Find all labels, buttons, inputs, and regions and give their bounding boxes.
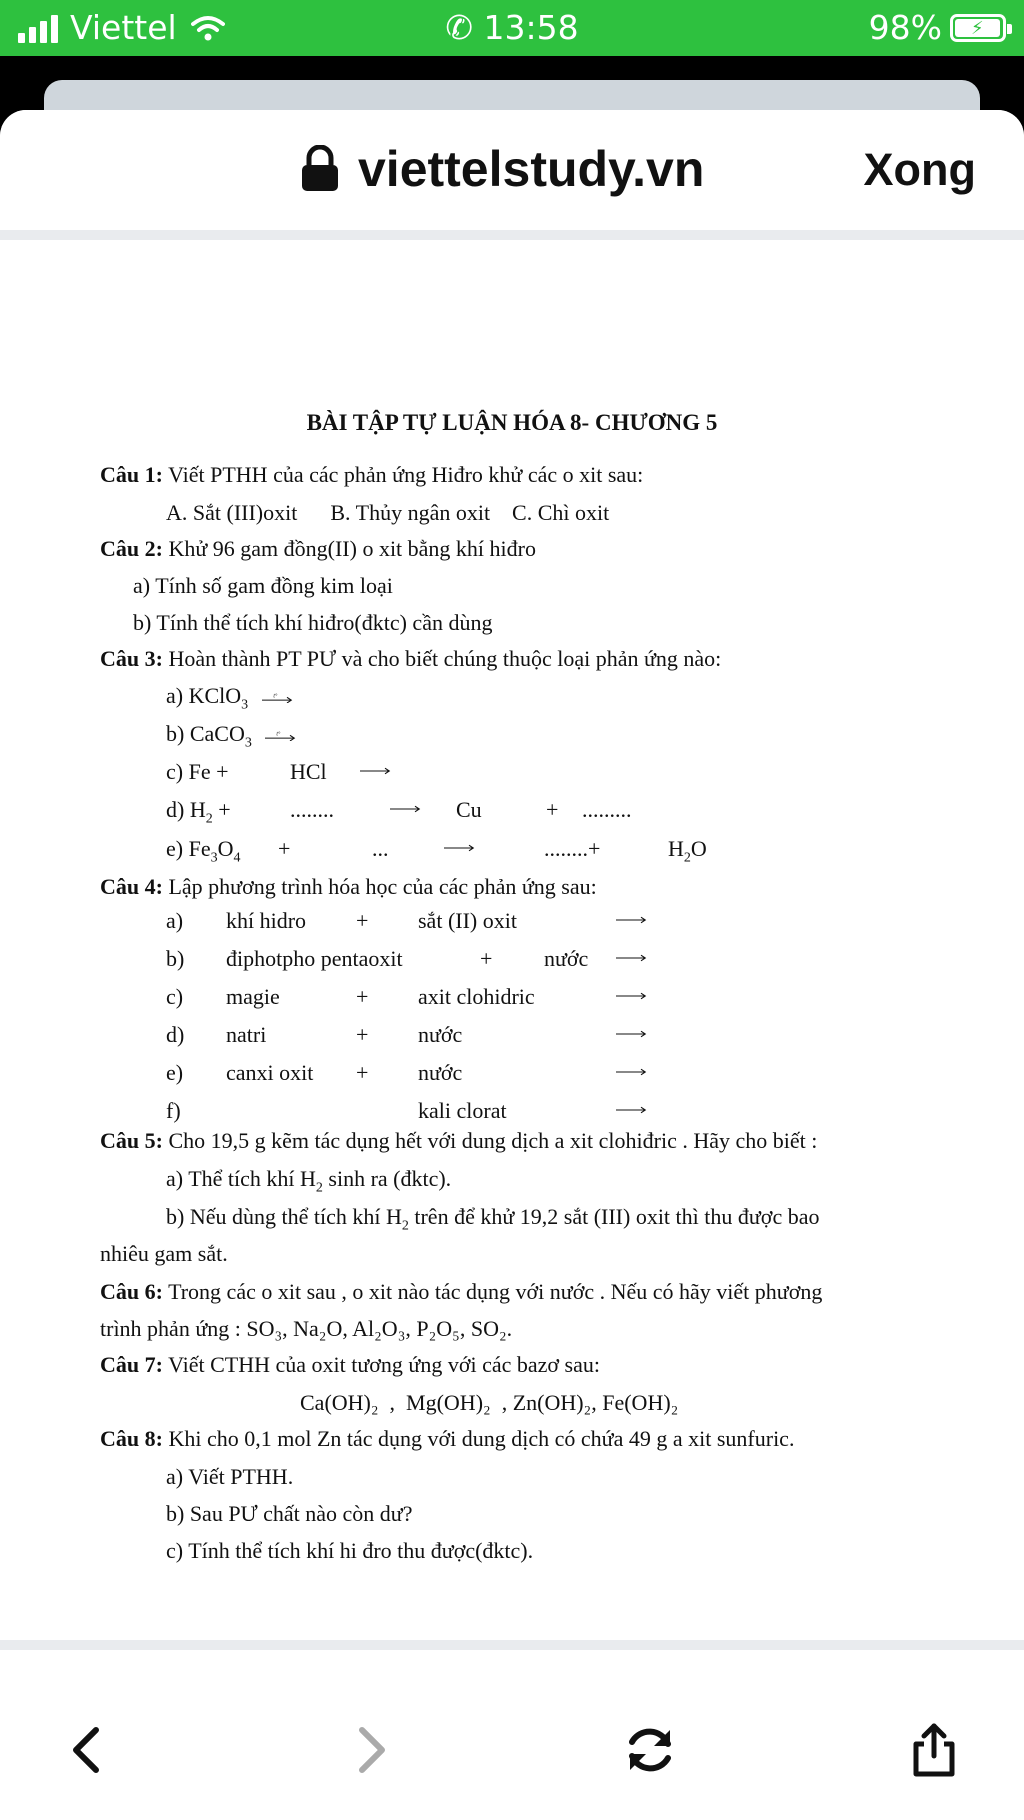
q2-label: Câu 2: — [100, 536, 163, 561]
q6-label: Câu 6: — [100, 1279, 163, 1304]
q4-row-k: d) — [166, 1022, 185, 1047]
q1-text: Viết PTHH của các phản ứng Hiđro khử các o xit sau: — [168, 462, 644, 487]
q1-line — [100, 462, 643, 488]
q4-row-s1: khí hidro — [226, 908, 307, 933]
q3-e1: e) $Fe_3O_4$ — [166, 836, 241, 866]
q2-a: a) Tính số gam đồng kim loại — [133, 573, 393, 598]
time-label: 13:58 — [483, 8, 579, 47]
arrow-icon — [608, 915, 654, 925]
q3-b-text: b) CaCO — [166, 721, 245, 746]
q5-text: Cho 19,5 g kẽm tác dụng hết với dung dịch a xit clohiđric . Hãy cho biết : — [168, 1128, 818, 1153]
q6-line — [100, 1279, 822, 1305]
browser-sheet — [0, 110, 1024, 1820]
q3-d2: + — [218, 797, 231, 822]
q5-a1: a) Thể tích khí H — [166, 1166, 316, 1191]
q4-row-s1: magie — [226, 984, 280, 1009]
q3-text: Hoàn thành PT PƯ và cho biết chúng thuộc loại phản ứng nào: — [168, 646, 722, 671]
q4-row-s2: axit clohidric — [418, 984, 535, 1009]
q3-e5-text: H — [668, 836, 684, 861]
arrow-icon — [608, 1029, 654, 1039]
q5-line — [100, 1128, 817, 1154]
q4-row-k: b) — [166, 946, 185, 971]
status-right — [869, 8, 1006, 47]
q4-row-s1: canxi oxit — [226, 1060, 314, 1085]
phone-icon: ✆ — [445, 8, 474, 47]
heat-arrow-icon — [257, 731, 303, 741]
q1-label: Câu 1: — [100, 462, 163, 487]
status-bar — [0, 0, 1024, 56]
chevron-right-icon[interactable] — [348, 1722, 396, 1778]
svg-text:t°: t° — [276, 731, 281, 738]
document-page — [0, 240, 1024, 1640]
q2-line — [100, 536, 536, 562]
q4-text: Lập phương trình hóa học của các phản ứng sau: — [168, 874, 597, 899]
q3-a: a) KClO$_3$ t° — [166, 683, 300, 713]
lock-icon — [300, 145, 340, 193]
done-button[interactable]: Xong — [863, 144, 976, 195]
q5-b1: b) Nếu dùng thể tích khí H — [166, 1204, 402, 1229]
heat-arrow-icon — [254, 693, 300, 703]
q5-b2: trên để khử 19,2 sắt (III) oxit thì thu được bao — [408, 1204, 820, 1229]
arrow-icon — [352, 766, 398, 776]
charging-icon: ⚡ — [971, 17, 984, 39]
q3-e4: ........+ — [544, 836, 601, 861]
q3-c2: HCl — [290, 759, 327, 784]
q8-a: a) Viết PTHH. — [166, 1464, 294, 1489]
q4-row-k: e) — [166, 1060, 184, 1085]
doc-title: BÀI TẬP TỰ LUẬN HÓA 8- CHƯƠNG 5 — [306, 410, 718, 435]
q3-a-text: a) KClO — [166, 683, 242, 708]
q6-line2: trình phản ứng : SO₃, Na₂O, Al₂O₃, P₂O₅, SO₂. — [100, 1316, 513, 1341]
q4-row-s2: nước — [544, 946, 589, 971]
q8-label: Câu 8: — [100, 1426, 163, 1451]
arrow-icon — [436, 843, 482, 853]
q3-line — [100, 646, 721, 672]
q4-row-p: + — [356, 1022, 369, 1047]
q3-b: b) CaCO$_3$ t° — [166, 721, 303, 751]
q7-label: Câu 7: — [100, 1352, 163, 1377]
q3-d5: + — [546, 797, 559, 822]
q7-text: Viết CTHH của oxit tương ứng với các bazơ sau: — [168, 1352, 600, 1377]
arrow-icon — [382, 804, 428, 814]
q4-row-s2: nước — [418, 1022, 463, 1047]
q2-b: b) Tính thể tích khí hiđro(đktc) cần dùng — [133, 610, 493, 635]
q3-d4: Cu — [456, 797, 482, 822]
url-bar[interactable] — [0, 110, 1024, 240]
q3-e3: ... — [372, 836, 389, 861]
refresh-icon[interactable] — [622, 1722, 678, 1778]
q4-row-p: + — [356, 984, 369, 1009]
q5-a2: sinh ra (đktc). — [322, 1166, 452, 1191]
q7-line — [100, 1352, 600, 1378]
q1-options: A. Sắt (III)oxit B. Thủy ngân oxit C. Chì oxit — [166, 500, 610, 525]
bottom-toolbar — [0, 1640, 1024, 1820]
url-text: viettelstudy.vn — [358, 141, 705, 197]
q3-e1-text: e) Fe — [166, 836, 211, 861]
q3-d1: d) $H_2$ + — [166, 797, 231, 827]
q4-row-k: f) — [166, 1098, 181, 1123]
chevron-left-icon[interactable] — [62, 1722, 110, 1778]
q8-line — [100, 1426, 794, 1452]
q5-label: Câu 5: — [100, 1128, 163, 1153]
battery-percent: 98% — [868, 8, 942, 47]
q4-row-s2: sắt (II) oxit — [418, 908, 517, 933]
q3-c1: c) Fe + — [166, 759, 229, 784]
q7-formulas: Ca(OH)₂ , Mg(OH)₂ , Zn(OH)₂, Fe(OH)₂ — [300, 1390, 679, 1415]
q4-row-k: c) — [166, 984, 184, 1009]
q5-b: b) Nếu dùng thể tích khí $H_2$ trên để khử 19,2 sắt (III) oxit thì thu được bao — [166, 1204, 820, 1234]
q3-d1-text: d) H — [166, 797, 206, 822]
q4-row-p: + — [356, 908, 369, 933]
q5-a: a) Thể tích khí $H_2$ sinh ra (đktc). — [166, 1166, 452, 1196]
q4-row-p: + — [480, 946, 493, 971]
q4-row-s1: điphotpho pentaoxit — [226, 946, 403, 971]
q3-e2: + — [278, 836, 291, 861]
arrow-icon — [608, 953, 654, 963]
q3-e5: $H_2O$ — [668, 836, 707, 866]
q6-text: Trong các o xit sau , o xit nào tác dụng với nước . Nếu có hãy viết phương — [168, 1279, 823, 1304]
q3-d3: ........ — [290, 797, 334, 822]
q4-row-k: a) — [166, 908, 184, 933]
q3-e6-text: O — [690, 836, 707, 861]
q5-b3: nhiêu gam sắt. — [100, 1241, 228, 1266]
q4-row-s2: kali clorat — [418, 1098, 507, 1123]
arrow-icon — [608, 1067, 654, 1077]
battery-icon — [950, 14, 1006, 42]
q8-text: Khi cho 0,1 mol Zn tác dụng với dung dịch có chứa 49 g a xit sunfuric. — [168, 1426, 795, 1451]
share-icon[interactable] — [910, 1722, 958, 1778]
carrier-name: Viettel — [70, 8, 177, 47]
q3-d6: ......... — [582, 797, 632, 822]
arrow-icon — [608, 991, 654, 1001]
q2-text: Khử 96 gam đồng(II) o xit bằng khí hiđro — [168, 536, 536, 561]
svg-text:t°: t° — [273, 693, 277, 700]
url-display[interactable] — [300, 140, 704, 198]
q4-label: Câu 4: — [100, 874, 163, 899]
q8-b: b) Sau PƯ chất nào còn dư? — [166, 1501, 413, 1526]
q4-row-s2: nước — [418, 1060, 463, 1085]
arrow-icon — [608, 1105, 654, 1115]
q3-label: Câu 3: — [100, 646, 163, 671]
q8-c: c) Tính thể tích khí hi đro thu được(đktc). — [166, 1538, 534, 1563]
q4-row-p: + — [356, 1060, 369, 1085]
q4-line — [100, 874, 597, 900]
q4-row-s1: natri — [226, 1022, 267, 1047]
